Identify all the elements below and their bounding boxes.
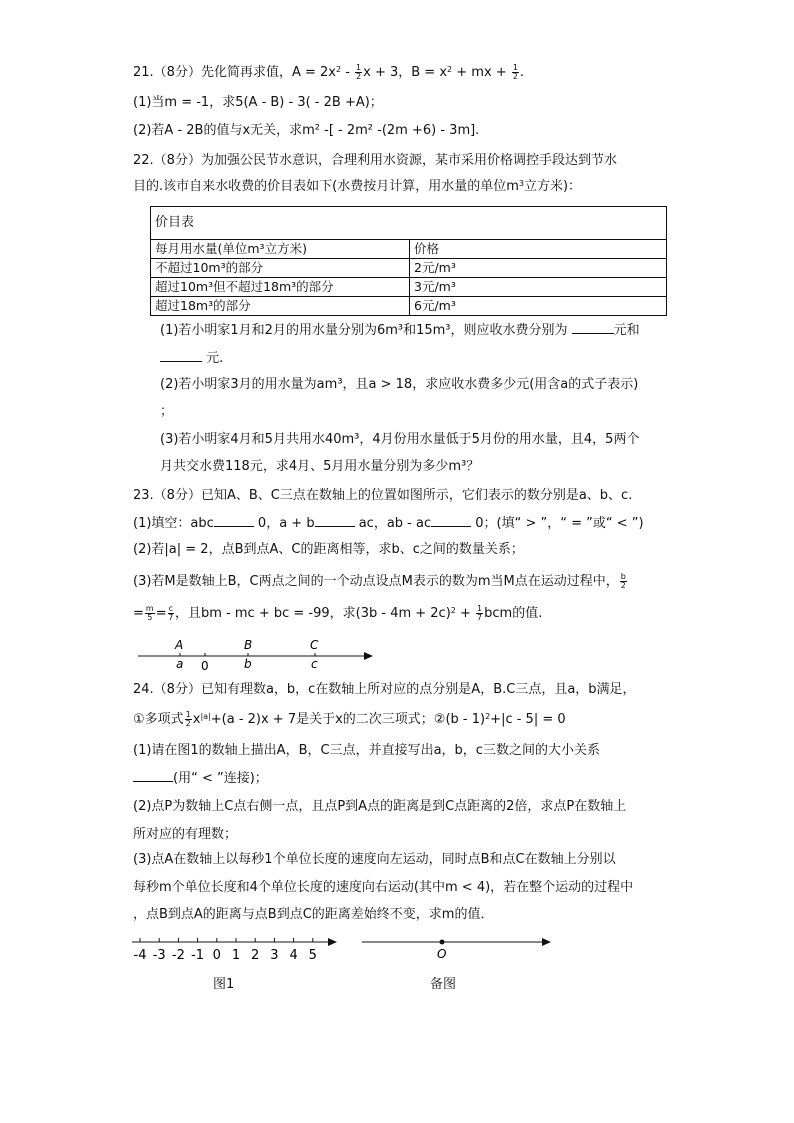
answer-blank[interactable]: [431, 514, 471, 527]
value-label-b: b: [244, 657, 252, 671]
q21-sq1: 2: [335, 65, 342, 74]
q22-part3-cont: 月共交水费118元，求4月、5月用水量分别为多少m³？: [160, 459, 480, 474]
axis-tick-label: 5: [308, 948, 317, 963]
q21-stem: 21.（8分）先化简再求值，$A = 2x^2$ - $\frac{1}{2}$ x + 3，$B = x^2$ + mx + $\frac{1}{2}$ .: [133, 63, 525, 81]
axis-tick-label: -1: [191, 948, 205, 963]
row-price: 3元/m³: [410, 278, 667, 297]
q21-part2: (2)若A - 2B的值与x无关，求m² -[ - 2m² -(2m +6) - 3m].: [133, 123, 480, 138]
q21-head-b: -: [345, 65, 355, 80]
axis-tick-label: -2: [171, 948, 185, 963]
q23-part1: (1)填空：abc 0，a + b ac，ab - ac 0；(填“ > ”，“ = ”或“ < ”): [133, 516, 644, 531]
q22-stem-1: 22.（8分）为加强公民节水意识，合理利用水资源，某市采用价格调控手段达到节水: [133, 153, 617, 168]
q24-part3-cont2: ，点B到点A的距离与点B到点C的距离差始终不变，求m的值．: [133, 907, 494, 922]
q24-part2: (2)点P为数轴上C点右侧一点，且点P到A点的距离是到C点距离的2倍，求点P在数轴上: [133, 799, 627, 814]
axis-tick-label: 4: [289, 948, 298, 963]
row-price: 6元/m³: [410, 297, 667, 316]
q23-part2: (2)若|a| = 2，点B到点A、C的距离相等，求b、c之间的数量关系；: [133, 542, 524, 557]
point-label-B: B: [244, 638, 253, 652]
axis-tick-label: -4: [133, 948, 147, 963]
frac-b-2: $\frac{b}{2}$: [620, 572, 626, 590]
q22-part1-cont: 元.: [160, 349, 223, 368]
q24-part3-cont: 每秒m个单位长度和4个单位长度的速度向右运动(其中m < 4)，若在整个运动的过程中: [133, 880, 634, 895]
q22-stem-2: 目的.该市自来水收费的价目表如下(水费按月计算，用水量的单位$m^3$立方米)：: [133, 179, 582, 194]
q21-head-c: x + 3，B = x: [363, 65, 448, 80]
q21-head-d: + mx +: [456, 65, 511, 80]
q24-part1: (1)请在图1的数轴上描出A，B，C三点，并直接写出a，b，c三数之间的大小关系: [133, 743, 600, 758]
answer-blank[interactable]: [315, 514, 355, 527]
q21-frac2: $\frac{1}{2}$: [512, 63, 518, 81]
origin-label: O: [437, 947, 447, 961]
axis-tick-label: 2: [251, 948, 260, 963]
value-label-c: c: [311, 657, 318, 671]
q23-stem: 23.（8分）已知A、B、C三点在数轴上的位置如图所示，它们表示的数分别是a、b、c.: [133, 488, 633, 503]
q22-part2: (2)若小明家3月的用水量为am³，且a > 18，求应收水费多少元(用含a的式子表示): [160, 377, 639, 392]
q23-part3-cont: = $\frac{m}{5}$ = $\frac{c}{7}$ ，且bm - mc + bc = -99，求$(3b - 4m + 2c)^2$ + $\frac{1}{7}$ bcm的值.: [133, 604, 543, 622]
q21-part1: (1)当m = -1，求5(A - B) - 3( - 2B +A)；: [133, 95, 383, 110]
row-range: 超过10m³但不超过18m³的部分: [151, 278, 410, 297]
value-label-0: 0: [201, 659, 209, 673]
figure1-number-line: [130, 930, 340, 966]
q24-part2-cont: 所对应的有理数；: [133, 827, 238, 842]
header-price: 价格: [410, 240, 667, 259]
q22-part2-cont: ；: [160, 404, 174, 419]
q23-number-line: [130, 634, 380, 674]
axis-tick-label: -3: [152, 948, 166, 963]
price-table: [150, 206, 667, 316]
table-row: [151, 278, 667, 297]
table-row: [151, 259, 667, 278]
q24-stem: 24.（8分）已知有理数a，b，c在数轴上所对应的点分别是A，B.C三点，且a，b满足，: [133, 682, 636, 697]
frac-c-7: $\frac{c}{7}$: [168, 604, 174, 622]
frac-m-5: $\frac{m}{5}$: [145, 604, 154, 622]
q24-part3: (3)点A在数轴上以每秒1个单位长度的速度向左运动，同时点B和点C在数轴上分别以: [133, 852, 616, 867]
q21-frac1: $\frac{1}{2}$: [356, 63, 362, 81]
answer-blank[interactable]: [572, 321, 614, 334]
answer-blank[interactable]: [133, 769, 173, 782]
q24-conditions: ①多项式 $\frac{1}{2}$ $x^{|a|}+(a - 2)x + 7$是关于x的二次三项式；②(b - 1)$^2$+|c - 5| = 0: [133, 710, 566, 728]
row-range: 超过18m³的部分: [151, 297, 410, 316]
q24-part1-cont: (用“ < ”连接)；: [133, 769, 268, 788]
table-row: [151, 297, 667, 316]
axis-tick-label: 0: [212, 948, 221, 963]
header-usage: 每月用水量(单位m³立方米): [151, 240, 410, 259]
row-range: 不超过10m³的部分: [151, 259, 410, 278]
figure2-number-line: [360, 930, 555, 966]
origin-point: [440, 940, 445, 945]
point-label-A: A: [175, 638, 184, 652]
figure1-label: 图1: [213, 977, 235, 992]
figure2-label: 备图: [430, 977, 457, 992]
axis-tick-label: 1: [231, 948, 241, 963]
frac-1-2: $\frac{1}{2}$: [185, 710, 191, 728]
answer-blank[interactable]: [214, 514, 254, 527]
q21-sq2: 2: [447, 65, 453, 74]
q22-part3: (3)若小明家4月和5月共用水40m³，4月份用水量低于5月份的用水量，且4，5两个: [160, 432, 640, 447]
q23-part3: (3)若M是数轴上B，C两点之间的一个动点设点M表示的数为m当M点在运动过程中， $\frac{b}{2}$: [133, 572, 626, 590]
value-label-a: a: [176, 657, 184, 671]
frac-1-7: $\frac{1}{7}$: [477, 604, 483, 622]
axis-tick-label: 3: [270, 948, 279, 963]
table-row: [151, 240, 667, 259]
answer-blank[interactable]: [160, 349, 202, 362]
price-table-caption: 价目表: [151, 207, 667, 240]
point-label-C: C: [310, 638, 319, 652]
row-price: 2元/m³: [410, 259, 667, 278]
q22-part1: (1)若小明家1月和2月的用水量分别为6m³和15m³，则应收水费分别为 元和: [160, 323, 640, 338]
q21-head: 21.（8分）先化简再求值，A = 2x: [133, 65, 336, 80]
